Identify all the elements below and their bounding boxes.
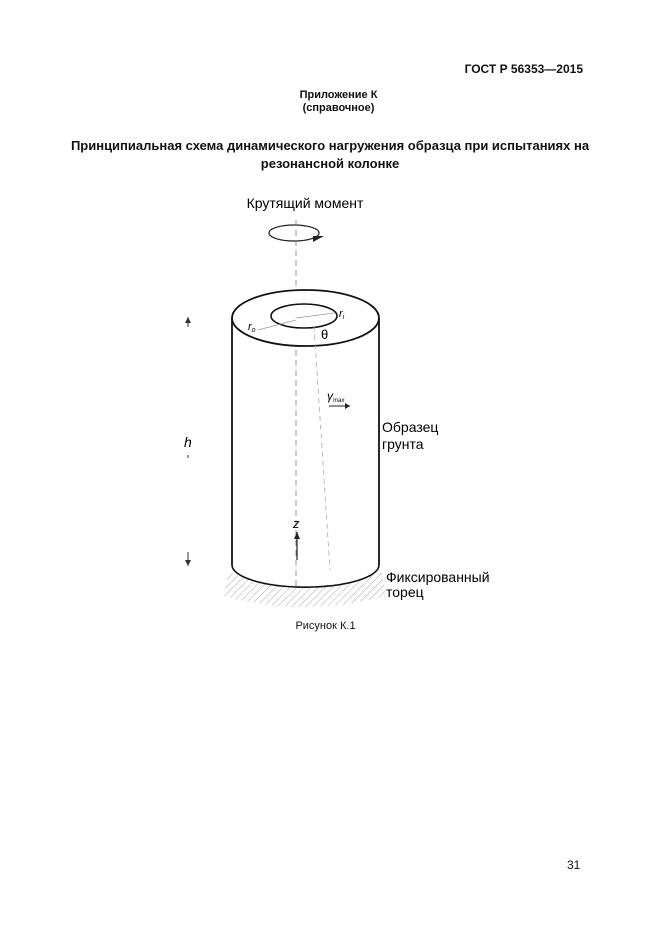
outer-radius-label: ro <box>248 321 256 334</box>
ground-hatching <box>224 572 386 607</box>
height-label: h <box>184 434 192 450</box>
page-number: 31 <box>567 858 581 872</box>
soil-sample-cylinder <box>232 290 379 587</box>
z-axis-label: z <box>293 516 300 531</box>
standard-code: ГОСТ Р 56353—2015 <box>464 62 583 76</box>
torque-arrow-icon <box>269 225 324 242</box>
shear-strain-label: γmax <box>327 389 345 404</box>
angle-label: θ <box>321 327 329 342</box>
figure-caption: Рисунок К.1 <box>295 620 356 632</box>
fixed-end-label-line2: торец <box>386 584 424 600</box>
torque-label: Крутящий момент <box>246 195 364 211</box>
inner-radius-label: ri <box>339 308 345 321</box>
document-title: Принципиальная схема динамического нагружения образца при испытаниях на резонансной колонке <box>70 138 590 171</box>
appendix-title: Приложение К <box>299 89 378 101</box>
sample-label-line2: грунта <box>382 436 424 452</box>
fixed-end-label-line1: Фиксированный <box>386 569 490 585</box>
appendix-subtitle: (справочное) <box>302 102 375 114</box>
sample-label-line1: Образец <box>382 419 439 435</box>
shear-strain-line <box>314 326 330 570</box>
